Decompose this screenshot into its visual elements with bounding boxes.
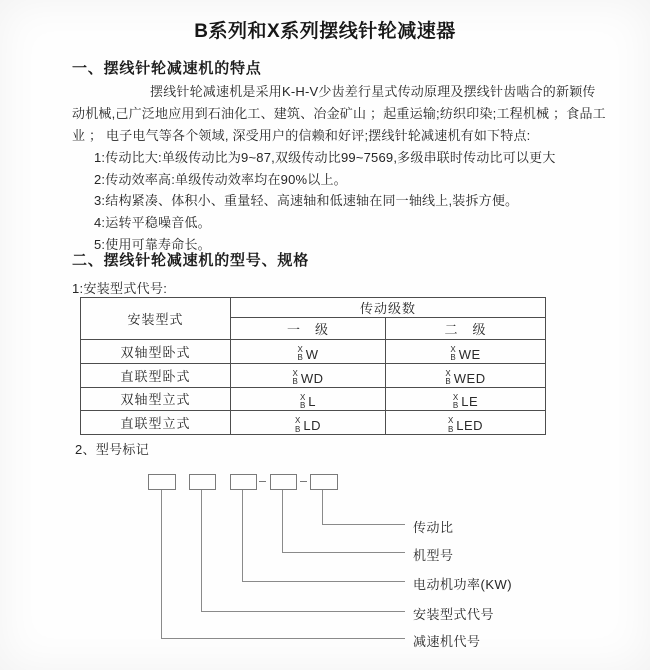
model-field-box-3 [230, 474, 257, 490]
xb-stack: X B [295, 416, 301, 434]
diagram-label-reducer-code: 减速机代号 [413, 634, 481, 649]
table-col1-header: 安装型式 [81, 298, 231, 340]
connector-line [242, 490, 243, 581]
row-double-code: X B WED [386, 363, 546, 387]
table-subheader-double: 二 级 [386, 318, 546, 340]
connector-line [242, 581, 405, 582]
connector-line [201, 490, 202, 611]
section1-heading: 一、摆线针轮减速机的特点 [72, 60, 262, 77]
connector-line [322, 490, 323, 524]
row-single-code: X B WD [231, 363, 386, 387]
feature-item-1: 1:传动比大:单级传动比为9~87,双级传动比99~7569,多级串联时传动比可以更大 [94, 150, 556, 165]
section2-heading: 二、摆线针轮减速机的型号、规格 [72, 252, 310, 269]
install-type-table [80, 297, 546, 435]
diagram-label-machine-model: 机型号 [413, 548, 454, 563]
diagram-label-motor-power: 电动机功率(KW) [413, 577, 513, 592]
dash-separator [259, 481, 266, 482]
feature-item-5: 5:使用可靠寿命长。 [94, 237, 211, 252]
row-double-code: X B WE [386, 340, 546, 364]
row-single-code: X B LD [231, 411, 386, 435]
feature-item-4: 4:运转平稳噪音低。 [94, 215, 211, 230]
paragraph-line-1: 摆线针轮减速机是采用K-H-V少齿差行星式传动原理及摆线针齿啮合的新颖传 [150, 84, 596, 99]
xb-stack: X B [450, 345, 456, 363]
row-double-code: X B LE [386, 387, 546, 411]
row-single-code: X B W [231, 340, 386, 364]
model-field-box-5 [310, 474, 338, 490]
table-subheader-single: 一 级 [231, 318, 386, 340]
connector-line [161, 490, 162, 638]
feature-item-2: 2:传动效率高:单级传动效率均在90%以上。 [94, 172, 347, 187]
feature-item-3: 3:结构紧凑、体积小、重量轻、高速轴和低速轴在同一轴线上,装拆方便。 [94, 193, 519, 208]
xb-stack: X B [297, 345, 303, 363]
table-row [81, 340, 546, 364]
xb-stack: X B [447, 416, 454, 434]
model-field-box-4 [270, 474, 297, 490]
row-type-label: 双轴型卧式 [81, 340, 231, 364]
xb-stack: X B [292, 368, 298, 387]
table-row [81, 387, 546, 411]
table-row [81, 363, 546, 387]
diagram-label-install-code: 安装型式代号 [413, 607, 495, 622]
row-single-code: X B L [231, 387, 386, 411]
table-group-header: 传动级数 [231, 298, 546, 318]
dash-separator [300, 481, 307, 482]
row-type-label: 直联型卧式 [81, 363, 231, 387]
connector-line [282, 552, 405, 553]
connector-line [161, 638, 405, 639]
table-row [81, 411, 546, 435]
paragraph-line-3: 业 ； 电子电气等各个领域, 深受用户的信赖和好评;摆线针轮减速机有如下特点: [72, 128, 531, 143]
model-field-box-1 [148, 474, 176, 490]
model-field-box-2 [189, 474, 216, 490]
paragraph-line-2: 动机械,己广泛地应用到石油化工、建筑、冶金矿山 ；起重运输;纺织印染;工程机械 ；食品工 [72, 106, 606, 121]
connector-line [201, 611, 405, 612]
row-type-label: 双轴型立式 [81, 387, 231, 411]
xb-stack: X B [299, 392, 306, 410]
xb-stack: X B [452, 392, 459, 410]
xb-stack: X B [445, 368, 451, 387]
connector-line [282, 490, 283, 552]
connector-line [322, 524, 405, 525]
subsection-install-code: 1:安装型式代号: [72, 281, 168, 296]
page-title: B系列和X系列摆线针轮减速器 [194, 21, 456, 42]
row-type-label: 直联型立式 [81, 411, 231, 435]
subsection-model-mark: 2、型号标记 [75, 442, 150, 457]
diagram-label-ratio: 传动比 [413, 520, 454, 535]
row-double-code: X B LED [386, 411, 546, 435]
